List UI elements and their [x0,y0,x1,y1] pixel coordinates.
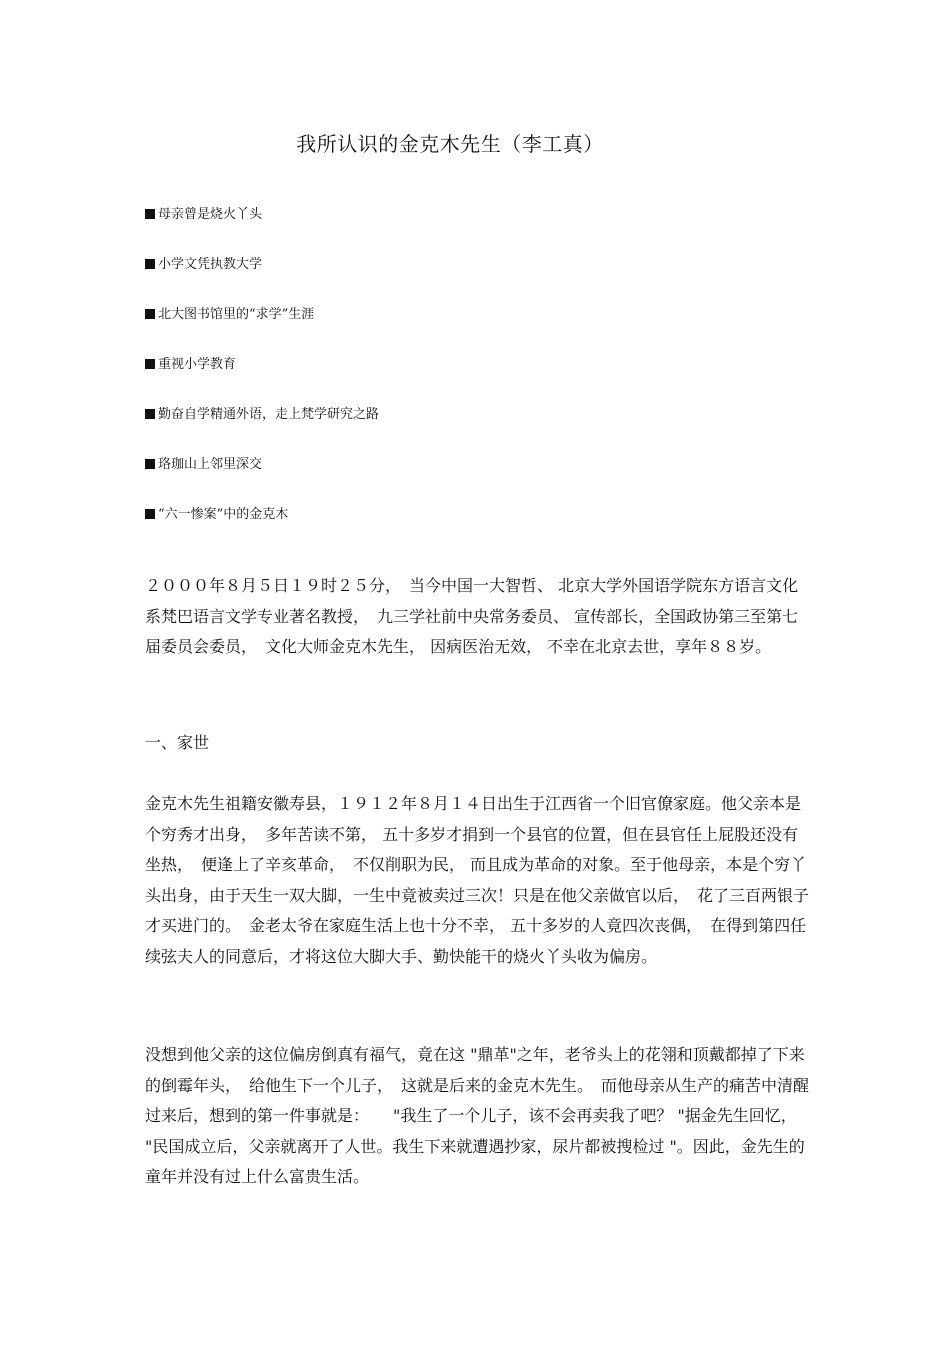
outline-item [145,204,825,254]
outline-item-label: 母亲曾是烧火丫头 [158,207,263,222]
outline-item-label: 重视小学教育 [158,357,237,372]
outline-item [145,304,825,354]
square-bullet-icon [145,509,155,519]
outline-item [145,254,825,304]
body-paragraph: 没想到他父亲的这位偏房倒真有福气，竟在这 "鼎革"之年，老爷头上的花翎和顶戴都掉了下来的倒霉年头， 给他生下一个儿子， 这就是后来的金克木先生。 而他母亲从生产的痛苦中清醒过来后，想到的第一件事就是： "我生了一个儿子，该不会再卖我了吧？ "据金先生回忆， "民国成立后，父亲就离开了人世。我生下来就遭遇抄家，尿片都被搜检过 "。因此，金先生的童年并没有过上什么富贵生活。 [145,1045,810,1186]
outline-item [145,504,825,554]
square-bullet-icon [145,309,155,319]
section-heading: 一、家世 [145,733,210,752]
page-title: 我所认识的金克木先生（李工真） [296,132,604,156]
square-bullet-icon [145,409,155,419]
intro-paragraph: ２０００年８月５日１９时２５分， 当今中国一大智哲、 北京大学外国语学院东方语言文化系梵巴语言文学专业著名教授， 九三学社前中央常务委员、 宣传部长，全国政协第三至第七届委员会委员， 文化大师金克木先生， 因病医治无效， 不幸在北京去世，享年８８岁。 [145,576,799,656]
outline-item-label: “六一惨案”中的金克木 [158,507,289,522]
outline-item [145,404,825,454]
outline-item-label: 珞珈山上邻里深交 [158,457,263,472]
outline-item-label: 北大图书馆里的“求学”生涯 [158,307,315,322]
outline-item [145,454,825,504]
square-bullet-icon [145,359,155,369]
body-paragraph: 金克木先生祖籍安徽寿县，１９１２年８月１４日出生于江西省一个旧官僚家庭。他父亲本是个穷秀才出身， 多年苦读不第， 五十多岁才捐到一个县官的位置，但在县官任上屁股还没有坐热， 便逢上了辛亥革命， 不仅削职为民， 而且成为革命的对象。至于他母亲，本是个穷丫头出身，由于天生一双大脚，一生中竟被卖过三次！只是在他父亲做官以后， 花了三百两银子才买进门的。 金老太爷在家庭生活上也十分不幸， 五十多岁的人竟四次丧偶， 在得到第四任续弦夫人的同意后，才将这位大脚大手、勤快能干的烧火丫头收为偏房。 [145,794,810,966]
outline-item [145,354,825,404]
square-bullet-icon [145,209,155,219]
outline-item-label: 小学文凭执教大学 [158,257,263,272]
square-bullet-icon [145,459,155,469]
square-bullet-icon [145,259,155,269]
outline-item-label: 勤奋自学精通外语，走上梵学研究之路 [158,407,380,422]
section-outline [145,204,825,554]
